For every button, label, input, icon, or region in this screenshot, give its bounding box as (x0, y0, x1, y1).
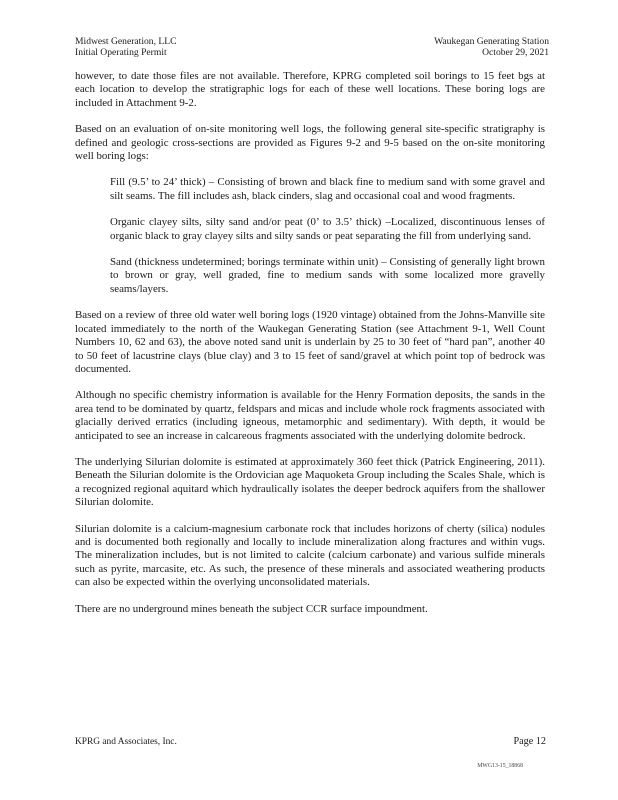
bates-stamp: MWG13-15_18868 (477, 763, 523, 769)
footer-company: KPRG and Associates, Inc. (75, 737, 177, 747)
paragraph-organic-unit: Organic clayey silts, silty sand and/or peat (0’ to 3.5’ thick) –Localized, discontinuous lenses of organic black to gray clayey silts and silty sands or peat separating the fill from underlying sand. (110, 216, 545, 242)
paragraph-henry-formation: Although no specific chemistry information is available for the Henry Formation deposits, the sands in the area tend to be dominated by quartz, feldspars and micas and include whole rock fragments associated with glacially derived erratics (including igneous, metamorphic and sedimentary). With depth, it would be anticipated to see an increase in calcareous fragments associated with the underlying dolomite bedrock. (75, 389, 545, 442)
document-body (75, 70, 545, 629)
page-number: Page 12 (513, 736, 546, 747)
paragraph-sand-unit: Sand (thickness undetermined; borings terminate within unit) – Consisting of generally light brown to brown or gray, well graded, fine to medium sands with some localized more gravelly seams/layers. (110, 256, 545, 295)
paragraph-stratigraphy-intro: Based on an evaluation of on-site monitoring well logs, the following general site-specific stratigraphy is defined and geologic cross-sections are provided as Figures 9-2 and 9-5 based on the on-site monitoring well boring logs: (75, 123, 545, 163)
document-title: Initial Operating Permit (75, 47, 167, 58)
paragraph-fill-unit: Fill (9.5’ to 24’ thick) – Consisting of brown and black fine to medium sand with some gravel and silt seams. The fill includes ash, black cinders, slag and occasional coal and wood fragments. (110, 176, 545, 202)
header-right (434, 36, 549, 58)
document-date: October 29, 2021 (482, 47, 549, 58)
company-name: Midwest Generation, LLC (75, 36, 177, 47)
paragraph-boring-logs: however, to date those files are not available. Therefore, KPRG completed soil borings to 15 feet bgs at each location to develop the stratigraphic logs for each of these well locations. These boring logs are included in Attachment 9-2. (75, 70, 545, 109)
station-name: Waukegan Generating Station (434, 36, 549, 47)
header-left (75, 36, 177, 58)
paragraph-silurian-mineralization: Silurian dolomite is a calcium-magnesium carbonate rock that includes horizons of cherty (silica) nodules and is documented both regionally and locally to include mineralization along fractures and within vugs. The mineralization includes, but is not limited to calcite (calcium carbonate) and various sulfide minerals such as pyrite, marcasite, etc. As such, the presence of these minerals and associated weathering products can also be expected within the overlying unconsolidated materials. (75, 522, 545, 589)
paragraph-silurian-thickness: The underlying Silurian dolomite is estimated at approximately 360 feet thick (Patrick Engineering, 2011). Beneath the Silurian dolomite is the Ordovician age Maquoketa Group including the Scales Shale, which is a recognized regional aquitard which hydraulically isolates the deeper bedrock aquifers from the shallower Silurian dolomite. (75, 455, 545, 509)
paragraph-underground-mines: There are no underground mines beneath the subject CCR surface impoundment. (75, 602, 428, 615)
paragraph-water-well-logs: Based on a review of three old water well boring logs (1920 vintage) obtained from the Johns-Manville site located immediately to the north of the Waukegan Generating Station (see Attachment 9-1, Well Count Numbers 10, 62 and 63), the above noted sand unit is underlain by 25 to 30 feet of “hard pan”, another 40 to 50 feet of lacustrine clays (blue clay) and 3 to 15 feet of sand/gravel at which point top of bedrock was documented. (75, 309, 545, 375)
